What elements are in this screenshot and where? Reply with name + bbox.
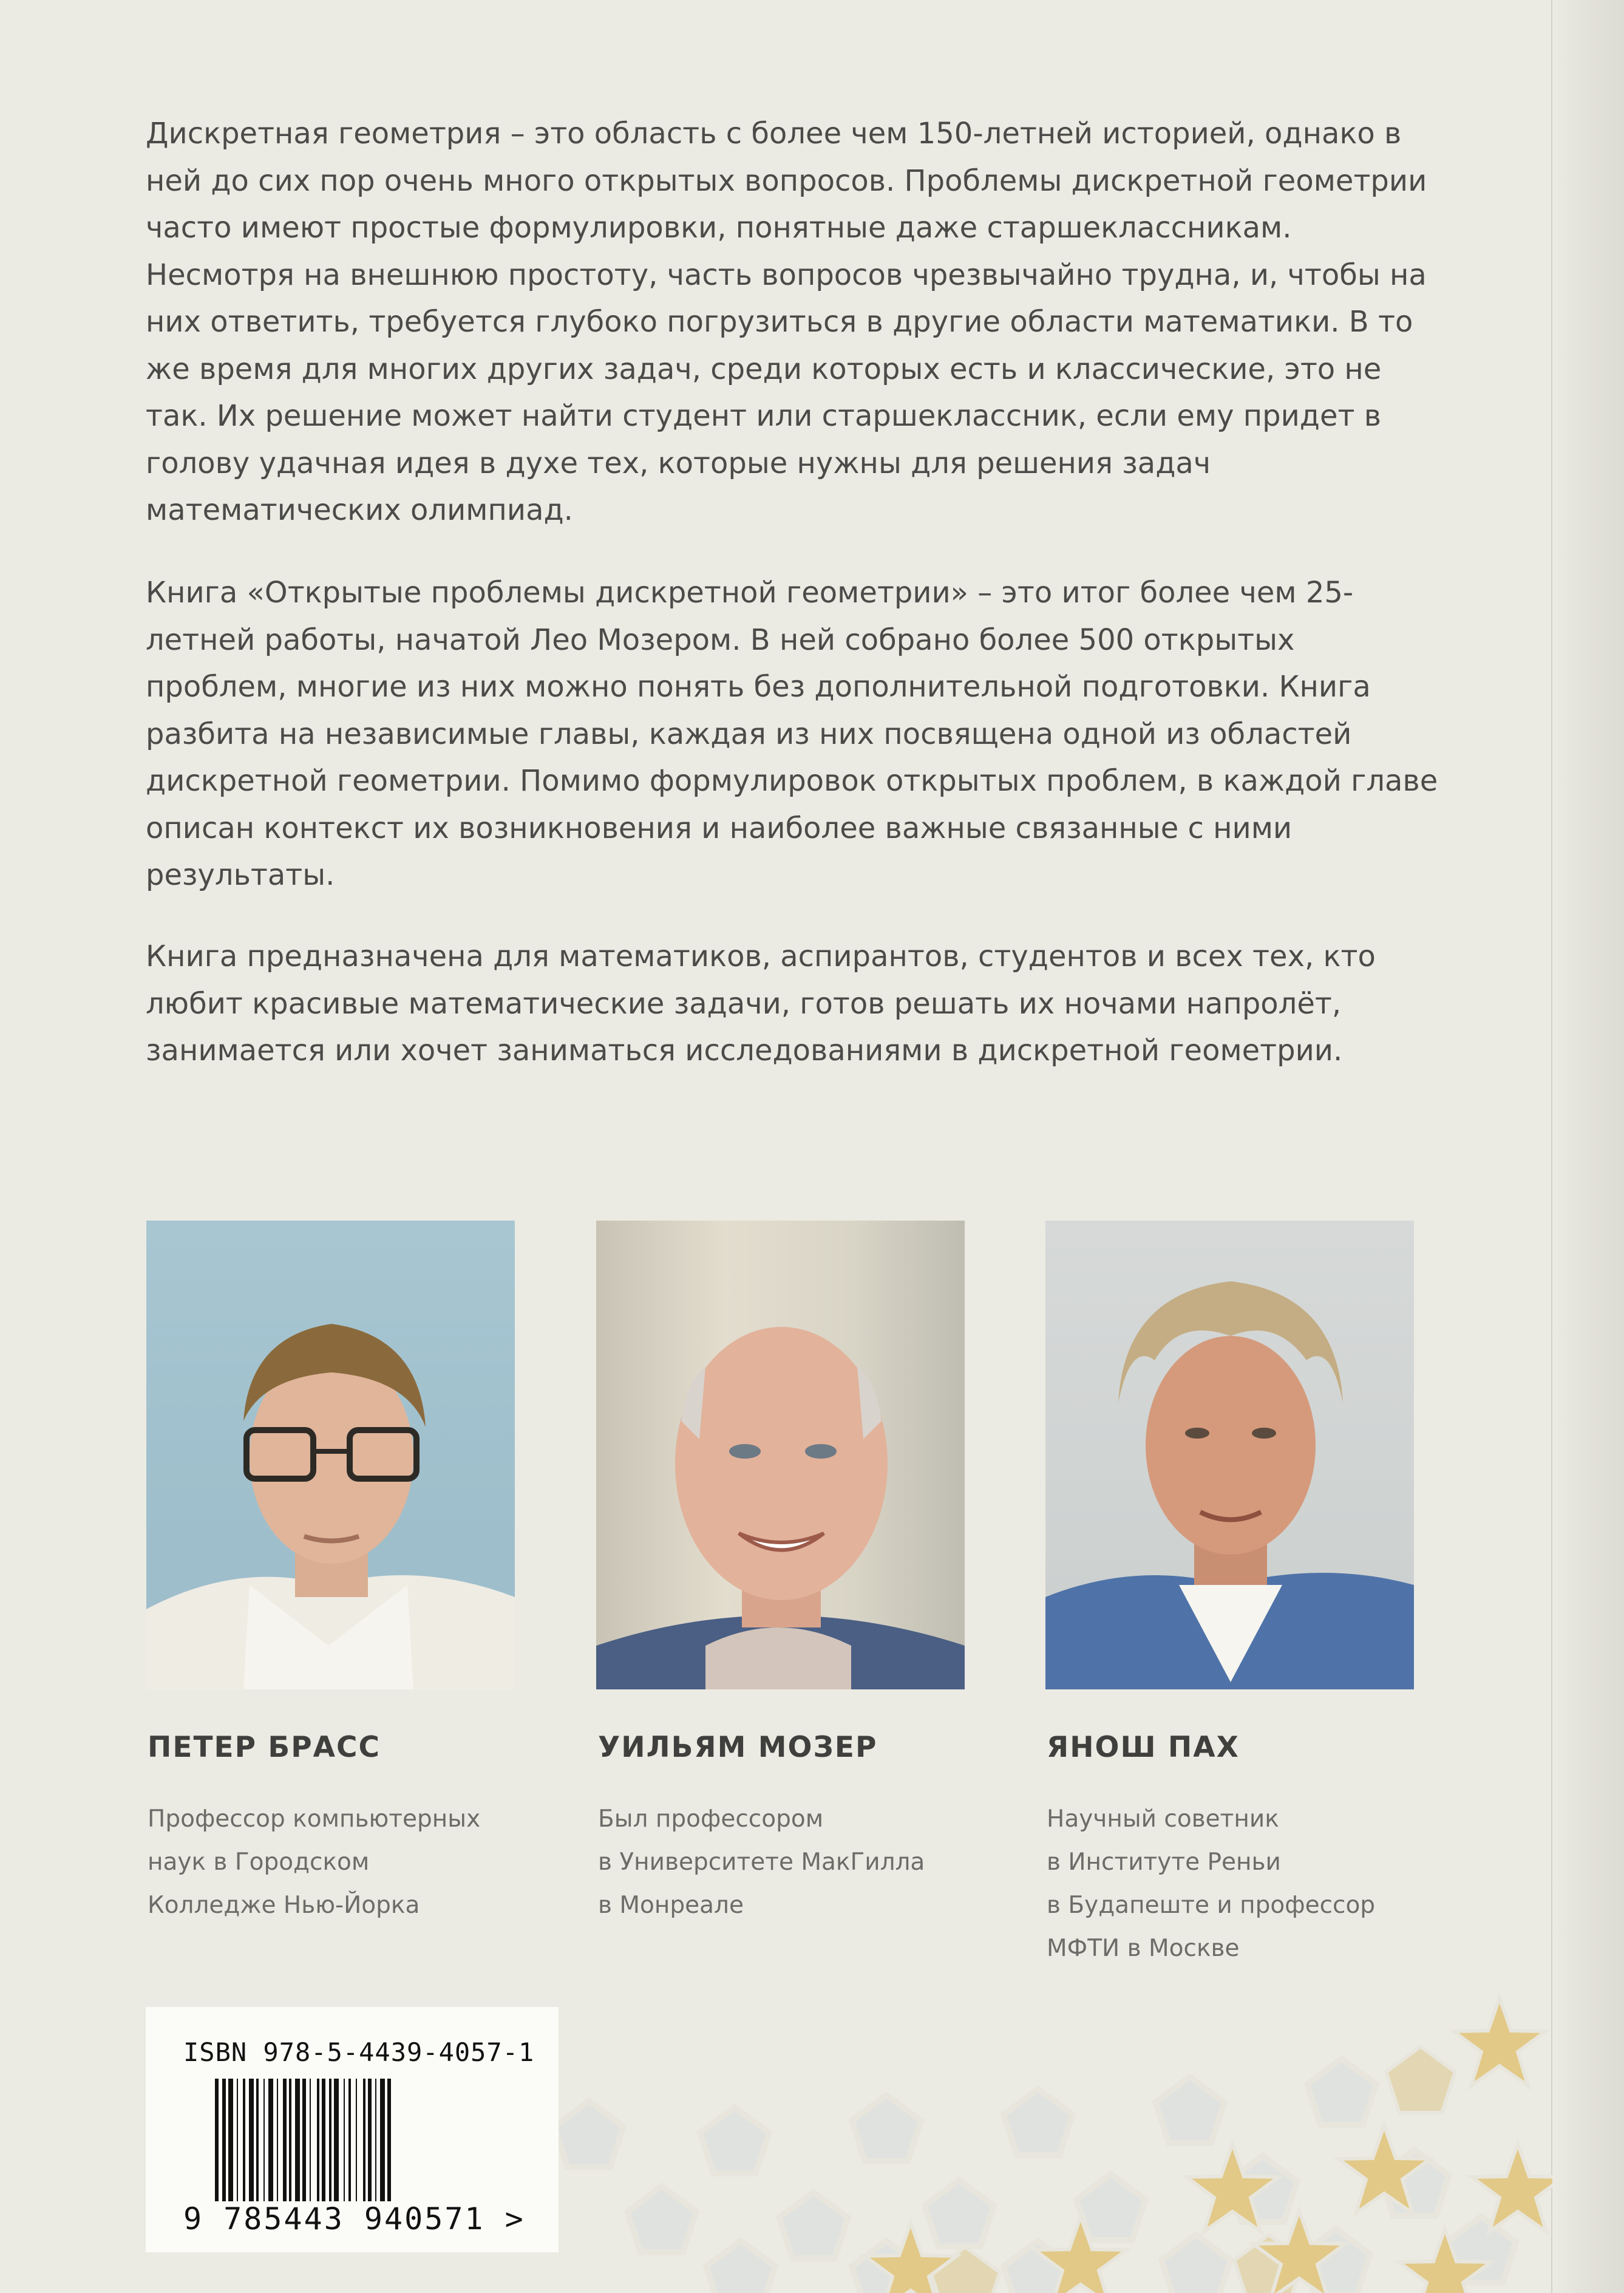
- description-paragraph-3: [146, 933, 1445, 1075]
- isbn-label: ISBN 978-5-4439-4057-1: [183, 2037, 535, 2067]
- description-paragraph-2: [146, 570, 1445, 899]
- author-name-pach: ЯНОШ ПАХ: [1047, 1731, 1240, 1764]
- bio-line: Научный советник: [1047, 1805, 1279, 1833]
- isbn-barcode-block: [146, 2007, 559, 2252]
- book-spine-edge: [1551, 0, 1624, 2293]
- author-photo-brass: [146, 1221, 515, 1689]
- author-name-brass: ПЕТЕР БРАСС: [148, 1731, 381, 1764]
- bio-line: в Монреале: [598, 1892, 744, 1919]
- author-photo-moser: [596, 1221, 965, 1689]
- portrait-pach-illustration: [1045, 1221, 1414, 1689]
- bio-line: Колледже Нью-Йорка: [148, 1892, 420, 1919]
- author-bio-pach: [1047, 1797, 1375, 1970]
- bio-line: в Будапеште и профессор: [1047, 1892, 1376, 1919]
- description-text-1: Дискретная геометрия – это область с более чем 150-летней историей, однако в ней до сих пор очень много открытых вопросов. Проблемы дискретной геометрии часто имеют простые формулировки, понятные даже старшеклассникам. Несмотря на внешнюю простоту, часть вопросов чрезвычайно трудна, и, чтобы на них ответить, требуется глубоко погрузиться в другие области математики. В то же время для многих других задач, среди которых есть и классические, это не так. Их решение может найти студент или старшеклассник, если ему придет в голову удачная идея в духе тех, которые нужны для решения задач математических олимпиад.: [146, 117, 1427, 527]
- author-bio-moser: [598, 1797, 925, 1927]
- barcode-digits: 9 785443 940571 >: [181, 2201, 528, 2237]
- author-bio-brass: [148, 1797, 480, 1927]
- author-photo-pach: [1045, 1221, 1414, 1689]
- bio-line: в Университете МакГилла: [598, 1848, 925, 1876]
- portrait-moser-illustration: [596, 1221, 965, 1689]
- portrait-brass-illustration: [146, 1221, 515, 1689]
- decorative-tiling-pattern: [534, 1992, 1552, 2293]
- bio-line: Был профессором: [598, 1805, 824, 1833]
- bio-line: Профессор компьютерных: [148, 1805, 481, 1833]
- description-text-3: Книга предназначена для математиков, аспирантов, студентов и всех тех, кто любит красивые математические задачи, готов решать их ночами напролёт, занимается или хочет заниматься исследованиями в дискретной геометрии.: [146, 939, 1376, 1068]
- barcode-bars: [215, 2079, 508, 2209]
- description-paragraph-1: [146, 111, 1445, 534]
- bio-line: в Институте Реньи: [1047, 1848, 1281, 1876]
- author-name-moser: УИЛЬЯМ МОЗЕР: [598, 1731, 878, 1764]
- description-text-2: Книга «Открытые проблемы дискретной геометрии» – это итог более чем 25-летней работы, начатой Лео Мозером. В ней собрано более 500 открытых проблем, многие из них можно понять без дополнительной подготовки. Книга разбита на независимые главы, каждая из них посвящена одной из областей дискретной геометрии. Помимо формулировок открытых проблем, в каждой главе описан контекст их возникновения и наиболее важные связанные с ними результаты.: [146, 576, 1438, 892]
- bio-line: МФТИ в Москве: [1047, 1935, 1240, 1962]
- bio-line: наук в Городском: [148, 1848, 370, 1876]
